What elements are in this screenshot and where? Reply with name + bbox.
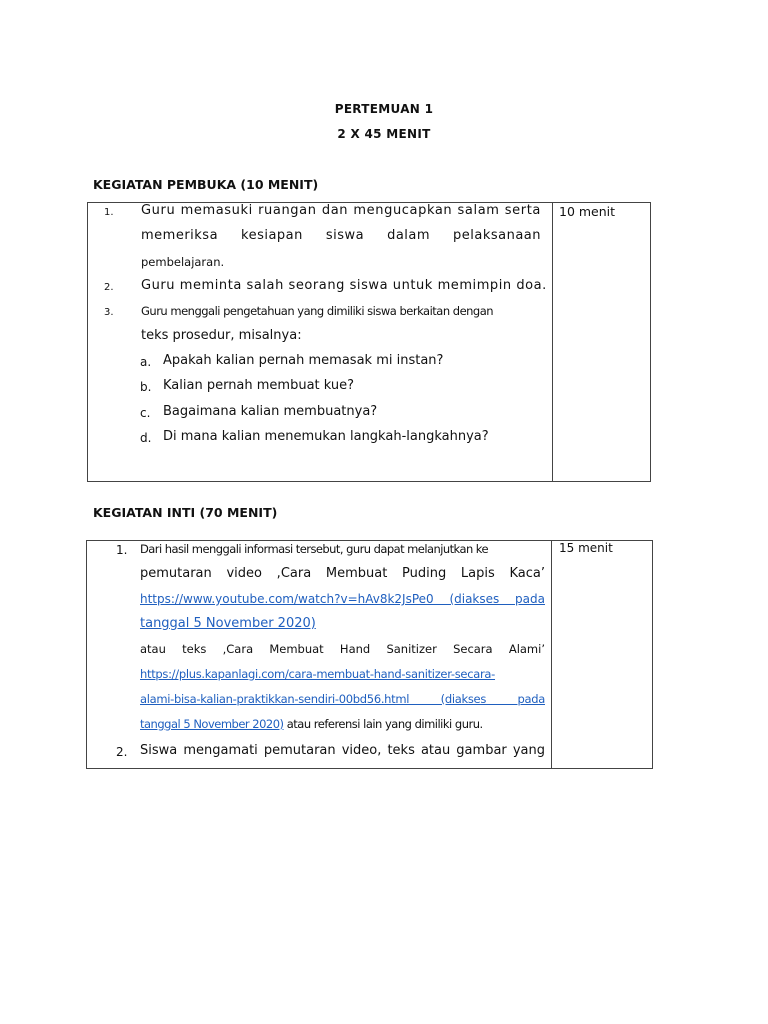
section-title-inti: KEGIATAN INTI (70 MENIT) xyxy=(93,505,278,520)
list-item-text: teks prosedur, misalnya: xyxy=(141,328,302,343)
list-item-text: atau teks ,Cara Membuat Hand Sanitizer Secara Alami’ xyxy=(140,642,545,656)
column-divider xyxy=(552,203,553,481)
page-title: PERTEMUAN 1 xyxy=(334,102,434,116)
list-item-text: memeriksa kesiapan siswa dalam pelaksanaan xyxy=(141,228,541,243)
list-number: 2. xyxy=(116,745,128,759)
sub-list-item-text: Apakah kalian pernah memasak mi instan? xyxy=(163,353,444,368)
list-item-text: Dari hasil menggali informasi tersebut, guru dapat melanjutkan ke xyxy=(140,542,489,556)
duration-cell: 15 menit xyxy=(559,541,613,555)
sub-list-letter: d. xyxy=(140,431,152,445)
section-title-pembuka: KEGIATAN PEMBUKA (10 MENIT) xyxy=(93,177,319,192)
list-item-tail: atau referensi lain yang dimiliki guru. xyxy=(283,717,483,731)
duration-cell: 10 menit xyxy=(559,204,616,219)
list-item-text xyxy=(140,716,483,732)
list-item-text: pemutaran video ,Cara Membuat Puding Lapis Kaca’ xyxy=(140,566,545,581)
inti-table xyxy=(86,540,653,769)
article-link[interactable]: https://plus.kapanlagi.com/cara-membuat-hand-sanitizer-secara- xyxy=(140,667,496,681)
sub-list-letter: b. xyxy=(140,380,152,394)
video-link[interactable]: https://www.youtube.com/watch?v=hAv8k2JsPe0 (diakses pada xyxy=(140,592,545,606)
video-link-date[interactable]: tanggal 5 November 2020) xyxy=(140,616,316,631)
article-link-cont[interactable]: alami-bisa-kalian-praktikkan-sendiri-00bd56.html (diakses pada xyxy=(140,692,545,706)
sub-list-item-text: Di mana kalian menemukan langkah-langkahnya? xyxy=(163,429,489,444)
sub-list-item-text: Bagaimana kalian membuatnya? xyxy=(163,404,378,419)
list-item-text: Siswa mengamati pemutaran video, teks atau gambar yang xyxy=(140,743,545,758)
list-item-text: Guru memasuki ruangan dan mengucapkan salam serta xyxy=(141,203,541,218)
sub-list-letter: c. xyxy=(140,406,151,420)
page-subtitle: 2 X 45 MENIT xyxy=(337,127,431,141)
list-item-text: Guru meminta salah seorang siswa untuk memimpin doa. xyxy=(141,278,547,293)
list-number: 2. xyxy=(104,282,114,293)
list-item-text: Guru menggali pengetahuan yang dimiliki siswa berkaitan dengan xyxy=(141,304,494,318)
sub-list-letter: a. xyxy=(140,355,152,369)
article-link-date[interactable]: tanggal 5 November 2020) xyxy=(140,717,284,731)
sub-list-item-text: Kalian pernah membuat kue? xyxy=(163,378,355,393)
list-number: 1. xyxy=(104,207,114,218)
list-number: 1. xyxy=(116,543,128,557)
list-item-text: pembelajaran. xyxy=(141,255,225,269)
column-divider xyxy=(551,541,552,768)
list-number: 3. xyxy=(104,307,114,318)
pembuka-table xyxy=(87,202,651,482)
